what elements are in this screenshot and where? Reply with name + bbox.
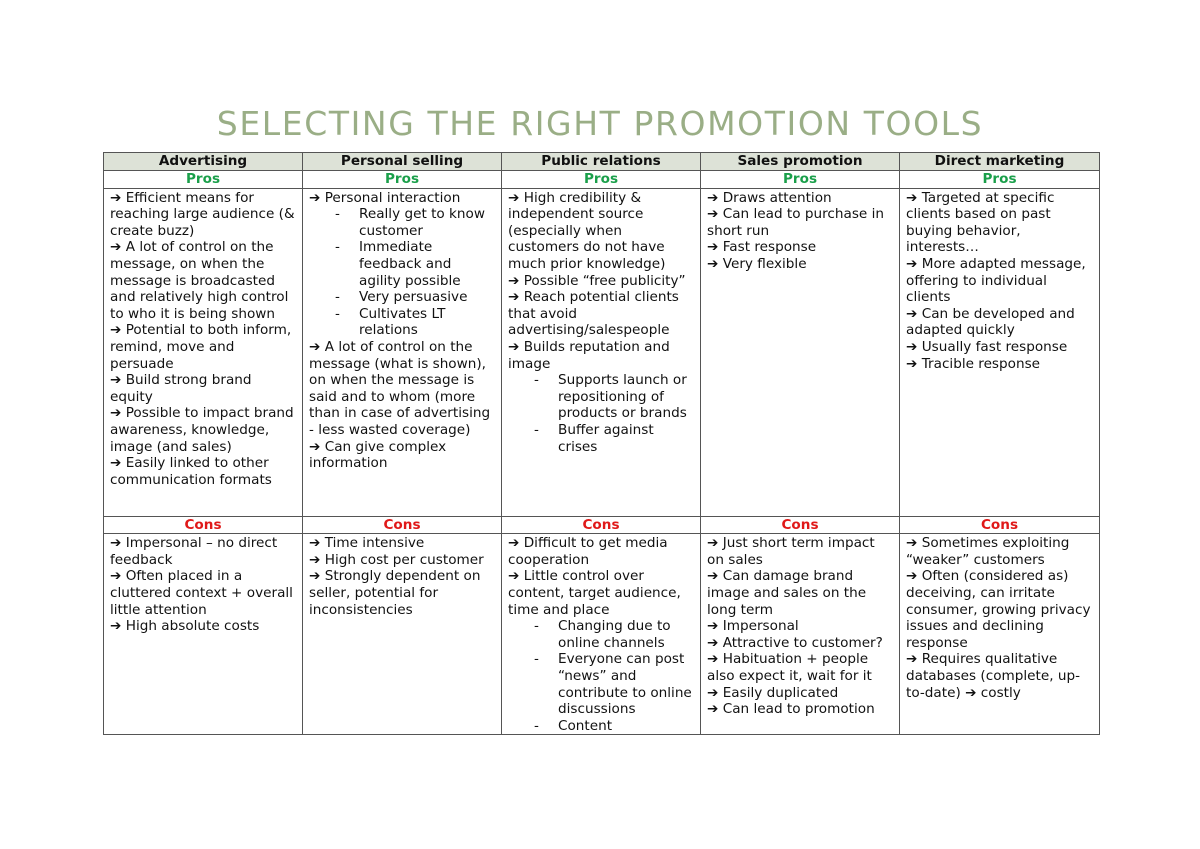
sub-list-item-text: Content: [558, 717, 613, 734]
pros-label: Pros: [104, 171, 303, 189]
list-item: [309, 339, 495, 439]
arrow-icon: ➔: [110, 239, 122, 256]
list-item: [707, 618, 893, 635]
list-item-text: Can lead to purchase in short run: [707, 206, 884, 239]
cons-label: Cons: [900, 516, 1100, 534]
list-item-text: High cost per customer: [324, 551, 484, 568]
list-item: [110, 239, 296, 322]
arrow-icon: ➔: [707, 651, 719, 668]
list-item-text: A lot of control on the message (what is shown), on when the message is said and to whom (more than in case of advertising - less wasted coverage): [309, 338, 491, 438]
cons-label: Cons: [701, 516, 900, 534]
arrow-icon: ➔: [906, 568, 918, 585]
arrow-icon: ➔: [707, 239, 719, 256]
list-item: [906, 568, 1093, 651]
header-row: [104, 153, 1100, 171]
arrow-icon: ➔: [508, 189, 520, 206]
column-header-advertising: Advertising: [104, 153, 303, 171]
list-item-text: Attractive to customer?: [722, 634, 883, 651]
list-item: [309, 535, 495, 552]
list-item-text: Impersonal: [722, 618, 799, 635]
column-header-public-relations: Public relations: [502, 153, 701, 171]
sub-list-item: [309, 289, 495, 306]
list-item-text: Little control over content, target audience, time and place: [508, 568, 681, 618]
list-item: [707, 685, 893, 702]
list-item: [906, 190, 1093, 256]
list-item: [906, 535, 1093, 568]
list-item: [508, 273, 694, 290]
arrow-icon: ➔: [508, 289, 520, 306]
list-item: [508, 289, 694, 339]
arrow-icon: ➔: [110, 618, 122, 635]
list-item-text: Usually fast response: [921, 338, 1068, 355]
cons-label: Cons: [502, 516, 701, 534]
arrow-icon: ➔: [707, 255, 719, 272]
dash-marker: -: [335, 289, 340, 306]
list-item: [110, 568, 296, 618]
promotion-tools-table: [103, 152, 1100, 735]
sub-list-item-text: Everyone can post “news” and contribute to online discussions: [558, 651, 692, 718]
list-item-text: Personal interaction: [324, 189, 461, 206]
list-item: [110, 322, 296, 372]
list-item-text: Impersonal – no direct feedback: [110, 535, 278, 568]
sub-list-item: [309, 239, 495, 289]
arrow-icon: ➔: [309, 568, 321, 585]
arrow-icon: ➔: [707, 189, 719, 206]
arrow-icon: ➔: [508, 535, 520, 552]
sub-list-item: [309, 206, 495, 239]
list-item: [110, 618, 296, 635]
arrow-icon: ➔: [309, 551, 321, 568]
dash-marker: -: [534, 421, 539, 438]
list-item-text: High absolute costs: [125, 618, 260, 635]
dash-marker: -: [335, 206, 340, 223]
list-item-text: More adapted message, offering to individual clients: [906, 255, 1086, 306]
pros-label-row: [104, 171, 1100, 189]
arrow-icon: ➔: [110, 405, 122, 422]
column-header-personal-selling: Personal selling: [303, 153, 502, 171]
list-item: [110, 455, 296, 488]
list-item-text: High credibility & independent source (especially when customers do not have much prior knowledge): [508, 189, 666, 272]
list-item: [906, 356, 1093, 373]
pros-cell-personal-selling: [303, 188, 502, 516]
sub-list-item: [508, 651, 694, 717]
sub-list: [309, 206, 495, 339]
list-item: [707, 239, 893, 256]
pros-cell-direct-marketing: [900, 188, 1100, 516]
list-item: [309, 568, 495, 618]
arrow-icon: ➔: [110, 322, 122, 339]
list-item-text: Build strong brand equity: [110, 372, 252, 405]
list-item-text: Can damage brand image and sales on the long term: [707, 568, 867, 618]
dash-marker: -: [335, 239, 340, 256]
list-item: [508, 190, 694, 273]
dash-marker: -: [534, 372, 539, 389]
dash-marker: -: [534, 651, 539, 668]
sub-list-item-text: Immediate feedback and agility possible: [359, 239, 461, 289]
list-item-text: Difficult to get media cooperation: [508, 535, 668, 568]
arrow-icon: ➔: [110, 455, 122, 472]
list-item-text: Can give complex information: [309, 438, 447, 472]
dash-marker: -: [335, 305, 340, 322]
arrow-icon: ➔: [906, 535, 918, 552]
list-item-text: Reach potential clients that avoid advertising/salespeople: [508, 289, 679, 339]
sub-list-item-text: Changing due to online channels: [558, 618, 671, 651]
list-item: [906, 256, 1093, 306]
list-item-text: Possible to impact brand awareness, knowledge, image (and sales): [110, 405, 294, 455]
sub-list-item-text: Really get to know customer: [359, 206, 485, 239]
arrow-icon: ➔: [110, 568, 122, 585]
sub-list-item: [508, 718, 694, 735]
pros-cell-public-relations: [502, 188, 701, 516]
list-item-text: Fast response: [722, 239, 817, 256]
arrow-icon: ➔: [707, 701, 719, 718]
sub-list-item-text: Buffer against crises: [558, 421, 654, 455]
pros-label: Pros: [900, 171, 1100, 189]
list-item-text: Easily duplicated: [722, 684, 839, 701]
list-item: [110, 190, 296, 240]
list-item: [110, 405, 296, 455]
sub-list-item: [508, 422, 694, 455]
list-item-text: Habituation + people also expect it, wait for it: [707, 651, 872, 684]
arrow-icon: ➔: [906, 338, 918, 355]
list-item-text: Efficient means for reaching large audience (& create buzz): [110, 189, 295, 239]
list-item-text: Strongly dependent on seller, potential for inconsistencies: [309, 568, 481, 618]
arrow-icon: ➔: [309, 189, 321, 206]
list-item: [309, 552, 495, 569]
cons-cell-personal-selling: [303, 534, 502, 735]
arrow-icon: ➔: [508, 272, 520, 289]
arrow-icon: ➔: [110, 372, 122, 389]
arrow-icon: ➔: [508, 568, 520, 585]
list-item: [906, 306, 1093, 339]
list-item: [309, 190, 495, 207]
list-item-text: Possible “free publicity”: [523, 272, 686, 289]
list-item: [707, 651, 893, 684]
list-item-text: Requires qualitative databases (complete, up-to-date) ➔ costly: [906, 651, 1081, 701]
arrow-icon: ➔: [906, 255, 918, 272]
arrow-icon: ➔: [309, 338, 321, 355]
list-item-text: Often (considered as) deceiving, can irritate consumer, growing privacy issues and declining response: [906, 568, 1091, 651]
sub-list-item: [309, 306, 495, 339]
list-item: [906, 339, 1093, 356]
list-item: [707, 701, 893, 718]
list-item-text: Very flexible: [722, 255, 807, 272]
pros-cell-advertising: [104, 188, 303, 516]
cons-label: Cons: [104, 516, 303, 534]
list-item-text: Targeted at specific clients based on past buying behavior, interests…: [906, 189, 1055, 256]
list-item-text: Potential to both inform, remind, move and persuade: [110, 322, 292, 372]
arrow-icon: ➔: [309, 438, 321, 455]
arrow-icon: ➔: [707, 634, 719, 651]
sub-list-item-text: Very persuasive: [359, 289, 468, 306]
pros-label: Pros: [303, 171, 502, 189]
list-item: [707, 190, 893, 207]
pros-cell-sales-promotion: [701, 188, 900, 516]
cons-content-row: [104, 534, 1100, 735]
list-item-text: A lot of control on the message, on when the message is broadcasted and relatively high control to who it is being shown: [110, 239, 289, 322]
arrow-icon: ➔: [906, 305, 918, 322]
arrow-icon: ➔: [707, 618, 719, 635]
arrow-icon: ➔: [508, 338, 520, 355]
column-header-direct-marketing: Direct marketing: [900, 153, 1100, 171]
sub-list-item-text: Cultivates LT relations: [359, 305, 446, 339]
list-item: [508, 535, 694, 568]
list-item: [508, 339, 694, 372]
list-item-text: Easily linked to other communication formats: [110, 455, 272, 488]
arrow-icon: ➔: [707, 684, 719, 701]
cons-label-row: [104, 516, 1100, 534]
arrow-icon: ➔: [110, 189, 122, 206]
list-item: [309, 439, 495, 472]
list-item: [110, 372, 296, 405]
list-item: [906, 651, 1093, 701]
list-item: [707, 568, 893, 618]
arrow-icon: ➔: [707, 568, 719, 585]
arrow-icon: ➔: [707, 206, 719, 223]
column-header-sales-promotion: Sales promotion: [701, 153, 900, 171]
sub-list: [508, 372, 694, 455]
arrow-icon: ➔: [906, 355, 918, 372]
list-item-text: Can lead to promotion: [722, 701, 875, 718]
cons-cell-sales-promotion: [701, 534, 900, 735]
dash-marker: -: [534, 717, 539, 734]
cons-cell-advertising: [104, 534, 303, 735]
arrow-icon: ➔: [707, 535, 719, 552]
list-item: [508, 568, 694, 618]
pros-label: Pros: [502, 171, 701, 189]
list-item-text: Builds reputation and image: [508, 338, 670, 372]
list-item-text: Often placed in a cluttered context + overall little attention: [110, 568, 293, 618]
cons-cell-public-relations: [502, 534, 701, 735]
arrow-icon: ➔: [309, 535, 321, 552]
list-item-text: Time intensive: [324, 535, 425, 552]
list-item: [707, 535, 893, 568]
cons-cell-direct-marketing: [900, 534, 1100, 735]
list-item: [707, 635, 893, 652]
cons-label: Cons: [303, 516, 502, 534]
list-item-text: Tracible response: [921, 355, 1041, 372]
dash-marker: -: [534, 618, 539, 635]
list-item-text: Can be developed and adapted quickly: [906, 305, 1075, 339]
list-item: [707, 256, 893, 273]
sub-list-item: [508, 372, 694, 422]
list-item-text: Sometimes exploiting “weaker” customers: [906, 535, 1070, 568]
arrow-icon: ➔: [906, 651, 918, 668]
arrow-icon: ➔: [906, 189, 918, 206]
page-title: SELECTING THE RIGHT PROMOTION TOOLS: [216, 104, 984, 143]
pros-content-row: [104, 188, 1100, 516]
list-item: [707, 206, 893, 239]
sub-list-item-text: Supports launch or repositioning of products or brands: [558, 372, 687, 422]
sub-list-item: [508, 618, 694, 651]
arrow-icon: ➔: [110, 535, 122, 552]
pros-label: Pros: [701, 171, 900, 189]
list-item: [110, 535, 296, 568]
list-item-text: Draws attention: [722, 189, 832, 206]
sub-list: [508, 618, 694, 734]
list-item-text: Just short term impact on sales: [707, 535, 875, 568]
